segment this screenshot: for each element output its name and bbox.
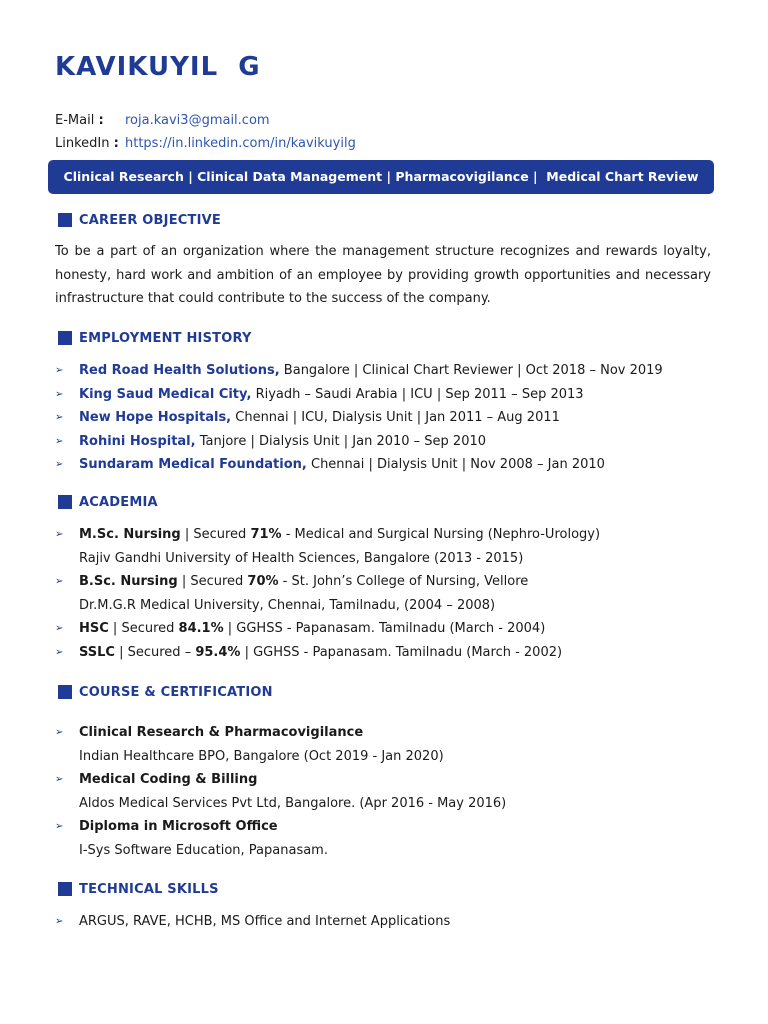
linkedin-label: LinkedIn (55, 136, 110, 151)
degree-details: - Medical and Surgical Nursing (Nephro-Urology) (281, 527, 601, 542)
employer-name: New Hope Hospitals, (79, 410, 232, 425)
degree-score: 71% (250, 527, 282, 542)
email-label: E-Mail (55, 113, 95, 128)
employment-history-heading (58, 329, 252, 347)
course-provider: Indian Healthcare BPO, Bangalore (Oct 2019 - Jan 2020) (79, 748, 444, 764)
arrowhead-bullet-icon: ➢ (55, 916, 64, 927)
arrowhead-bullet-icon: ➢ (55, 727, 64, 738)
course-provider: Aldos Medical Services Pvt Ltd, Bangalore. (Apr 2016 - May 2016) (79, 795, 507, 811)
email-row (55, 113, 270, 128)
list-item (55, 359, 725, 383)
course-provider: I-Sys Software Education, Papanasam. (79, 842, 328, 858)
course-name: Diploma in Microsoft Office (79, 819, 278, 834)
course-name: Clinical Research & Pharmacovigilance (79, 725, 364, 740)
employment-details: Riyadh – Saudi Arabia | ICU | Sep 2011 – Sep 2013 (251, 386, 584, 402)
list-item (55, 453, 725, 477)
section-title: COURSE & CERTIFICATION (79, 684, 273, 700)
arrowhead-bullet-icon: ➢ (55, 774, 64, 785)
linkedin-link[interactable]: https://in.linkedin.com/in/kavikuyilg (125, 136, 356, 151)
email-separator: : (98, 113, 104, 128)
degree-institution: Rajiv Gandhi University of Health Sciences, Bangalore (2013 - 2015) (79, 550, 524, 566)
arrowhead-bullet-icon: ➢ (55, 388, 64, 400)
list-item (55, 430, 725, 454)
arrowhead-bullet-icon: ➢ (55, 529, 64, 540)
list-item (55, 523, 725, 570)
degree-name: B.Sc. Nursing (79, 574, 178, 589)
arrowhead-bullet-icon: ➢ (55, 646, 64, 658)
degree-separator: | Secured (180, 527, 251, 542)
square-bullet-icon (58, 685, 72, 699)
degree-separator: | Secured – (114, 644, 196, 660)
employer-name: Red Road Health Solutions, (79, 363, 280, 378)
arrowhead-bullet-icon: ➢ (55, 365, 64, 376)
career-objective-heading (58, 211, 221, 229)
arrowhead-bullet-icon: ➢ (55, 435, 64, 447)
course-name: Medical Coding & Billing (79, 772, 258, 787)
arrowhead-bullet-icon: ➢ (55, 459, 64, 470)
list-item (55, 406, 725, 430)
degree-name: HSC (79, 621, 109, 636)
section-title: TECHNICAL SKILLS (79, 881, 219, 897)
section-title: CAREER OBJECTIVE (79, 212, 221, 228)
employment-details: Chennai | Dialysis Unit | Nov 2008 – Jan 2010 (306, 457, 605, 472)
skills-text: ARGUS, RAVE, HCHB, MS Office and Internet Applications (79, 914, 451, 929)
employment-details: Bangalore | Clinical Chart Reviewer | Oct 2018 – Nov 2019 (279, 363, 663, 378)
square-bullet-icon (58, 213, 72, 227)
linkedin-row (55, 136, 356, 151)
degree-separator: | Secured (108, 621, 179, 636)
employer-name: Sundaram Medical Foundation, (79, 457, 307, 472)
square-bullet-icon (58, 495, 72, 509)
list-item (55, 721, 725, 768)
email-link[interactable]: roja.kavi3@gmail.com (125, 113, 270, 128)
course-list (55, 721, 725, 862)
section-title: ACADEMIA (79, 494, 158, 510)
list-item (55, 768, 725, 815)
arrowhead-bullet-icon: ➢ (55, 821, 64, 832)
degree-details: - St. John’s College of Nursing, Vellore (278, 574, 529, 589)
course-certification-heading (58, 683, 273, 701)
employment-details: Chennai | ICU, Dialysis Unit | Jan 2011 – Aug 2011 (231, 410, 560, 425)
section-title: EMPLOYMENT HISTORY (79, 330, 252, 346)
linkedin-separator: : (113, 136, 119, 151)
degree-details: | GGHSS - Papanasam. Tamilnadu (March - 2004) (223, 621, 546, 636)
arrowhead-bullet-icon: ➢ (55, 623, 64, 634)
employment-list (55, 359, 725, 477)
specialization-banner: Clinical Research | Clinical Data Management | Pharmacovigilance | Medical Chart Review (48, 160, 714, 194)
list-item (55, 570, 725, 617)
square-bullet-icon (58, 882, 72, 896)
list-item (55, 641, 725, 665)
candidate-name: KAVIKUYIL G (55, 52, 261, 82)
skills-list (55, 910, 725, 934)
arrowhead-bullet-icon: ➢ (55, 412, 64, 423)
academia-heading (58, 493, 158, 511)
degree-separator: | Secured (177, 574, 248, 589)
employment-details: Tanjore | Dialysis Unit | Jan 2010 – Sep 2010 (195, 433, 487, 449)
degree-name: SSLC (79, 644, 115, 660)
list-item (55, 383, 725, 407)
degree-score: 70% (247, 574, 279, 589)
list-item (55, 815, 725, 862)
degree-institution: Dr.M.G.R Medical University, Chennai, Tamilnadu, (2004 – 2008) (79, 597, 496, 613)
list-item (55, 617, 725, 641)
career-objective-text: To be a part of an organization where the management structure recognizes and rewards loyalty, honesty, hard work and ambition of an employee by providing growth opportunities and necessary infrastructure that could contribute to the success of the company. (55, 244, 711, 306)
degree-name: M.Sc. Nursing (79, 527, 181, 542)
employer-name: Rohini Hospital, (79, 433, 196, 449)
academia-list (55, 523, 725, 664)
degree-details: | GGHSS - Papanasam. Tamilnadu (March - 2002) (240, 644, 563, 660)
degree-score: 95.4% (195, 644, 241, 660)
arrowhead-bullet-icon: ➢ (55, 576, 64, 587)
employer-name: King Saud Medical City, (79, 386, 252, 402)
degree-score: 84.1% (178, 621, 224, 636)
list-item (55, 910, 725, 934)
technical-skills-heading (58, 880, 219, 898)
square-bullet-icon (58, 331, 72, 345)
